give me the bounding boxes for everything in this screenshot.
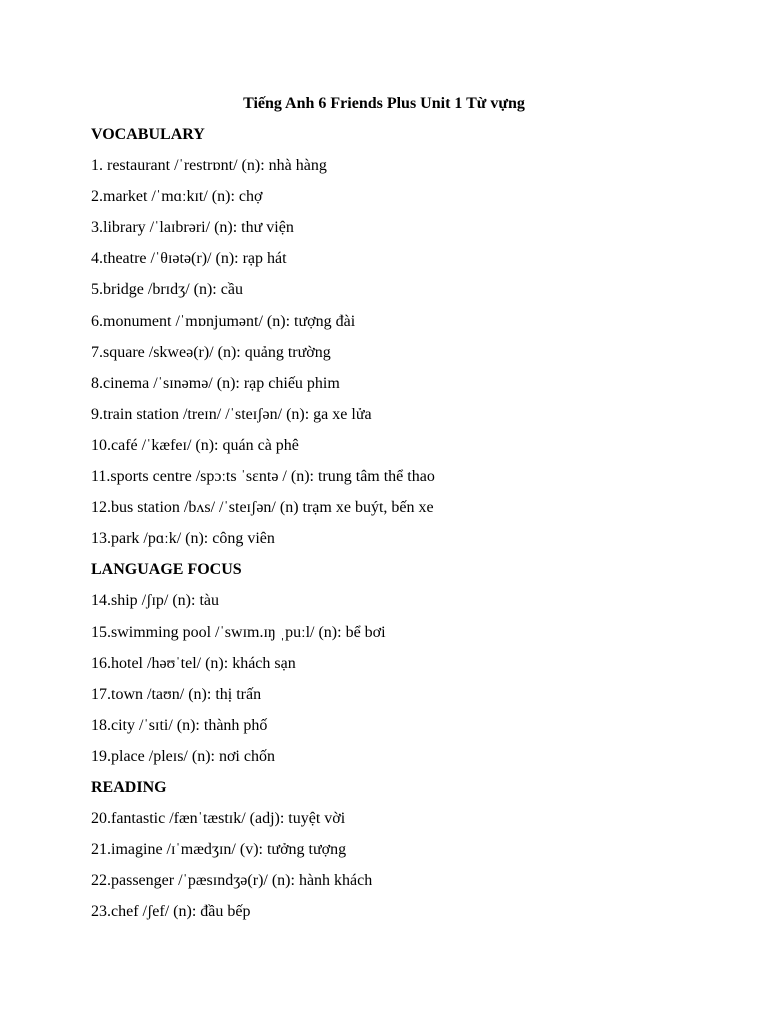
- list-item: 20.fantastic /fænˈtæstɪk/ (adj): tuyệt vời: [91, 810, 346, 828]
- list-item: 3.library /ˈlaɪbrəri/ (n): thư viện: [91, 219, 294, 237]
- list-item: 18.city /ˈsɪti/ (n): thành phố: [91, 716, 268, 734]
- list-item: 15.swimming pool /ˈswɪm.ɪŋ ˌpuːl/ (n): bể bơi: [91, 623, 386, 641]
- list-item: 23.chef /ʃef/ (n): đầu bếp: [91, 903, 251, 921]
- list-item: 21.imagine /ɪˈmædʒɪn/ (v): tưởng tượng: [91, 841, 347, 859]
- list-item: 4.theatre /ˈθɪətə(r)/ (n): rạp hát: [91, 250, 287, 268]
- list-item: 9.train station /treɪn/ /ˈsteɪʃən/ (n): ga xe lửa: [91, 405, 372, 423]
- list-item: 11.sports centre /spɔːts ˈsɛntə / (n): trung tâm thể thao: [91, 468, 435, 486]
- list-item: 2.market /ˈmɑːkɪt/ (n): chợ: [91, 188, 263, 206]
- list-item: 17.town /taʊn/ (n): thị trấn: [91, 685, 262, 703]
- list-item: 6.monument /ˈmɒnjumənt/ (n): tượng đài: [91, 312, 356, 330]
- list-item: 5.bridge /brɪdʒ/ (n): cầu: [91, 281, 243, 299]
- vocabulary-list: [91, 124, 731, 932]
- list-item: 8.cinema /ˈsɪnəmə/ (n): rạp chiếu phim: [91, 374, 340, 392]
- section-heading-reading: READING: [91, 778, 167, 796]
- list-item: 13.park /pɑːk/ (n): công viên: [91, 530, 275, 548]
- section-heading-vocabulary: VOCABULARY: [91, 126, 205, 143]
- list-item: 10.café /ˈkæfeɪ/ (n): quán cà phê: [91, 436, 299, 454]
- list-item: 7.square /skweə(r)/ (n): quảng trường: [91, 343, 331, 361]
- list-item: 1. restaurant /ˈrestrɒnt/ (n): nhà hàng: [91, 157, 327, 175]
- list-item: 12.bus station /bʌs/ /ˈsteɪʃən/ (n) trạm xe buýt, bến xe: [91, 499, 434, 517]
- page-title: Tiếng Anh 6 Friends Plus Unit 1 Từ vựng: [243, 95, 525, 112]
- list-item: 19.place /pleɪs/ (n): nơi chốn: [91, 747, 275, 765]
- section-heading-language-focus: LANGUAGE FOCUS: [91, 561, 242, 579]
- list-item: 14.ship /ʃɪp/ (n): tàu: [91, 592, 219, 610]
- list-item: 16.hotel /həʊˈtel/ (n): khách sạn: [91, 654, 296, 672]
- list-item: 22.passenger /ˈpæsɪndʒə(r)/ (n): hành khách: [91, 872, 373, 890]
